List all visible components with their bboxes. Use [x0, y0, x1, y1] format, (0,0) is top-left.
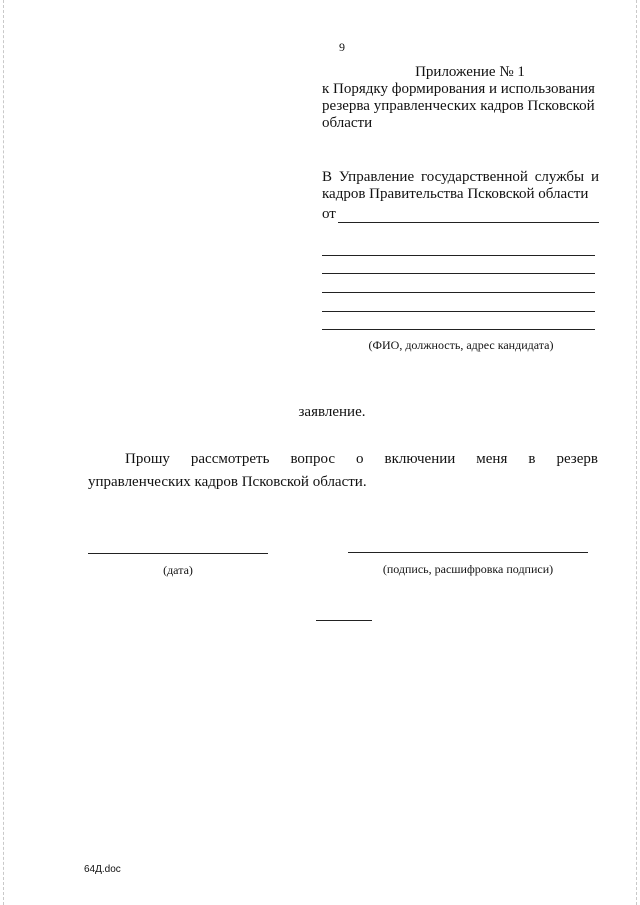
fill-line-3 — [322, 292, 595, 293]
request-word: о — [356, 451, 364, 467]
page-number: 9 — [339, 40, 345, 54]
document-title: заявление. — [298, 404, 366, 420]
from-fill-line — [338, 210, 599, 223]
request-word: резерв — [556, 451, 598, 467]
from-line — [322, 206, 599, 223]
addressee-text: В Управление государственной службы и кадров Правительства Псковской области — [322, 169, 599, 202]
date-caption: (дата) — [163, 563, 193, 577]
end-separator — [316, 620, 372, 621]
request-word: включении — [384, 451, 456, 467]
footer-filename: 64Д.doc — [84, 864, 121, 875]
request-word: в — [528, 451, 536, 467]
request-word: рассмотреть — [190, 451, 270, 467]
request-word: Прошу — [125, 451, 170, 467]
fill-line-1 — [322, 255, 595, 256]
request-word: меня — [476, 451, 508, 467]
request-line-2: управленческих кадров Псковской области. — [88, 474, 367, 490]
date-fill-line — [88, 553, 268, 554]
from-label: от — [322, 206, 336, 222]
fill-line-4 — [322, 311, 595, 312]
addressee-block — [322, 169, 599, 223]
signature-caption: (подпись, расшифровка подписи) — [382, 562, 554, 576]
scan-edge-left — [3, 0, 5, 905]
request-line-1 — [88, 448, 598, 471]
appendix-header — [322, 64, 600, 132]
appendix-reference: к Порядку формирования и использования резерва управленческих кадров Псковской области — [322, 81, 595, 131]
scan-edge-right — [635, 0, 637, 905]
fill-line-5 — [322, 329, 595, 330]
fill-line-2 — [322, 273, 595, 274]
request-word: вопрос — [290, 451, 335, 467]
signature-fill-line — [348, 552, 588, 553]
appendix-title: Приложение № 1 — [415, 64, 525, 80]
fio-caption: (ФИО, должность, адрес кандидата) — [368, 338, 554, 352]
request-paragraph — [88, 448, 598, 494]
